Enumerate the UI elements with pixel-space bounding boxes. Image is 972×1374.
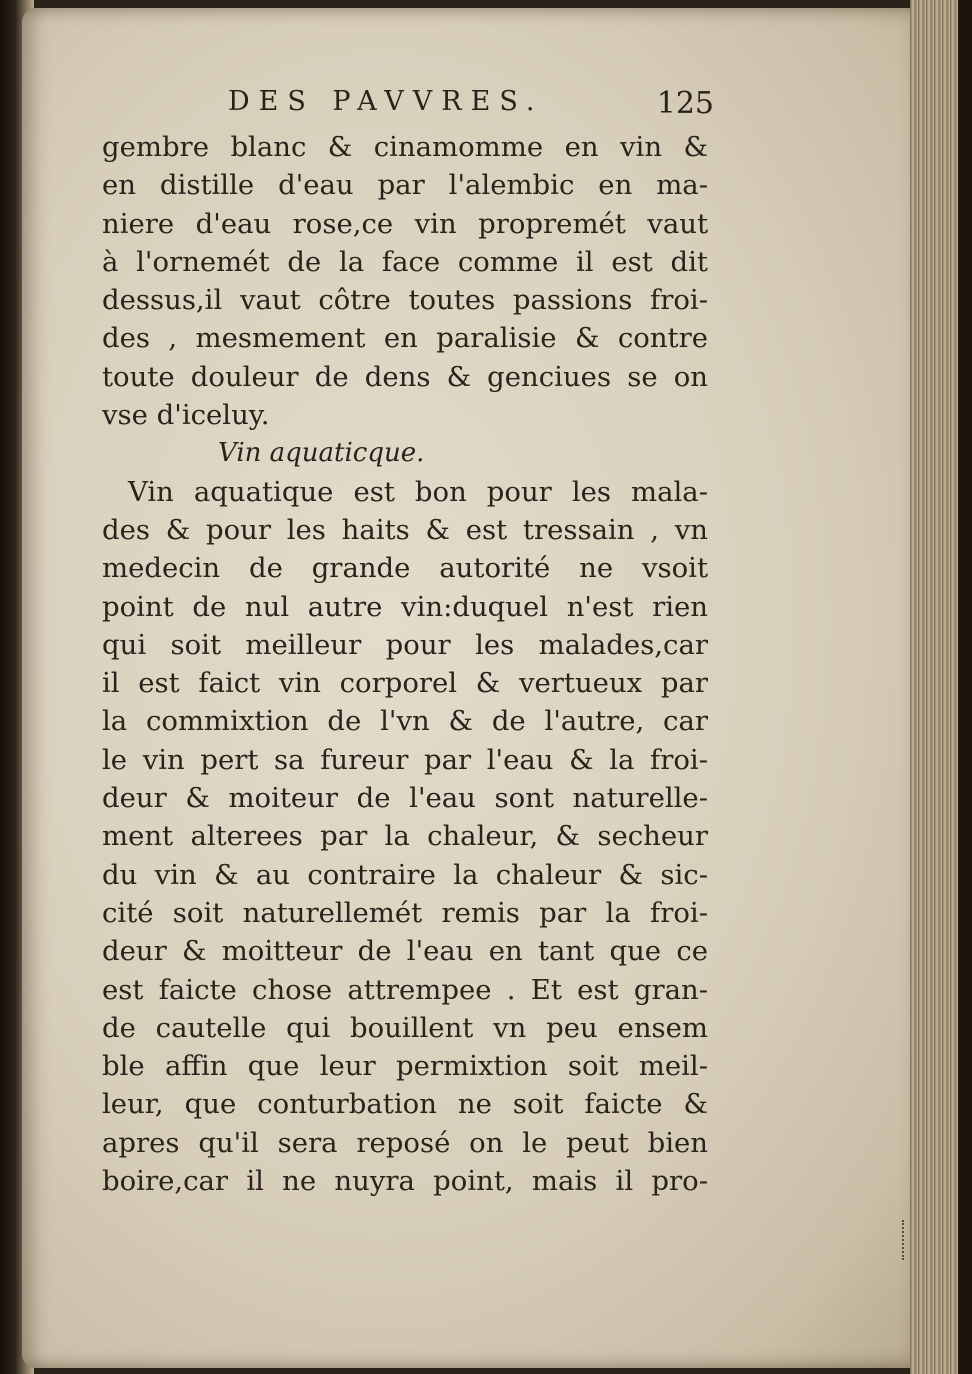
text-line: Vin aquatique est bon pour les mala- — [128, 475, 708, 508]
text-line: toute douleur de dens & genciues se on — [102, 360, 708, 393]
text-line: dessus,il vaut côtre toutes passions froi- — [102, 284, 708, 317]
text-line: ment alterees par la chaleur, & secheur — [102, 820, 708, 853]
running-head: DES PAVVRES. — [228, 86, 544, 117]
text-line: qui soit meilleur pour les malades,car — [102, 628, 708, 661]
edge-mark — [898, 1220, 904, 1260]
text-line: des , mesmement en paralisie & contre — [102, 322, 708, 355]
page-number: 125 — [656, 86, 714, 121]
page-header — [228, 86, 714, 126]
text-line: deur & moiteur de l'eau sont naturelle- — [102, 782, 708, 815]
text-line: vse d'iceluy. — [102, 399, 270, 432]
text-line: medecin de grande autorité ne vsoit — [102, 552, 708, 585]
text-block — [102, 128, 708, 1200]
text-line: gembre blanc & cinamomme en vin & — [102, 131, 708, 163]
text-line: des & pour les haits & est tressain , vn — [102, 513, 708, 546]
text-line: point de nul autre vin:duquel n'est rien — [102, 590, 708, 623]
text-line: de cautelle qui bouillent vn peu ensem — [102, 1011, 708, 1044]
text-line: en distille d'eau par l'alembic en ma- — [102, 169, 708, 202]
text-line: boire,car il ne nuyra point, mais il pro- — [102, 1165, 708, 1198]
text-line: deur & moitteur de l'eau en tant que ce — [102, 935, 708, 968]
text-line: niere d'eau rose,ce vin propremét vaut — [102, 207, 708, 240]
text-line: est faicte chose attrempee . Et est gran- — [102, 973, 708, 1006]
text-line: leur, que conturbation ne soit faicte & — [102, 1088, 708, 1121]
text-line: le vin pert sa fureur par l'eau & la froi- — [102, 743, 708, 776]
text-line: du vin & au contraire la chaleur & sic- — [102, 858, 708, 891]
text-line: il est faict vin corporel & vertueux par — [102, 667, 708, 700]
text-line: cité soit naturellemét remis par la froi- — [102, 896, 708, 929]
text-line: apres qu'il sera reposé on le peut bien — [102, 1126, 708, 1159]
text-line: ble affin que leur permixtion soit meil- — [102, 1050, 708, 1083]
text-line: à l'ornemét de la face comme il est dit — [102, 245, 708, 278]
section-heading: Vin aquaticque. — [218, 438, 425, 469]
page-edges — [910, 0, 972, 1374]
text-line: la commixtion de l'vn & de l'autre, car — [102, 705, 708, 738]
